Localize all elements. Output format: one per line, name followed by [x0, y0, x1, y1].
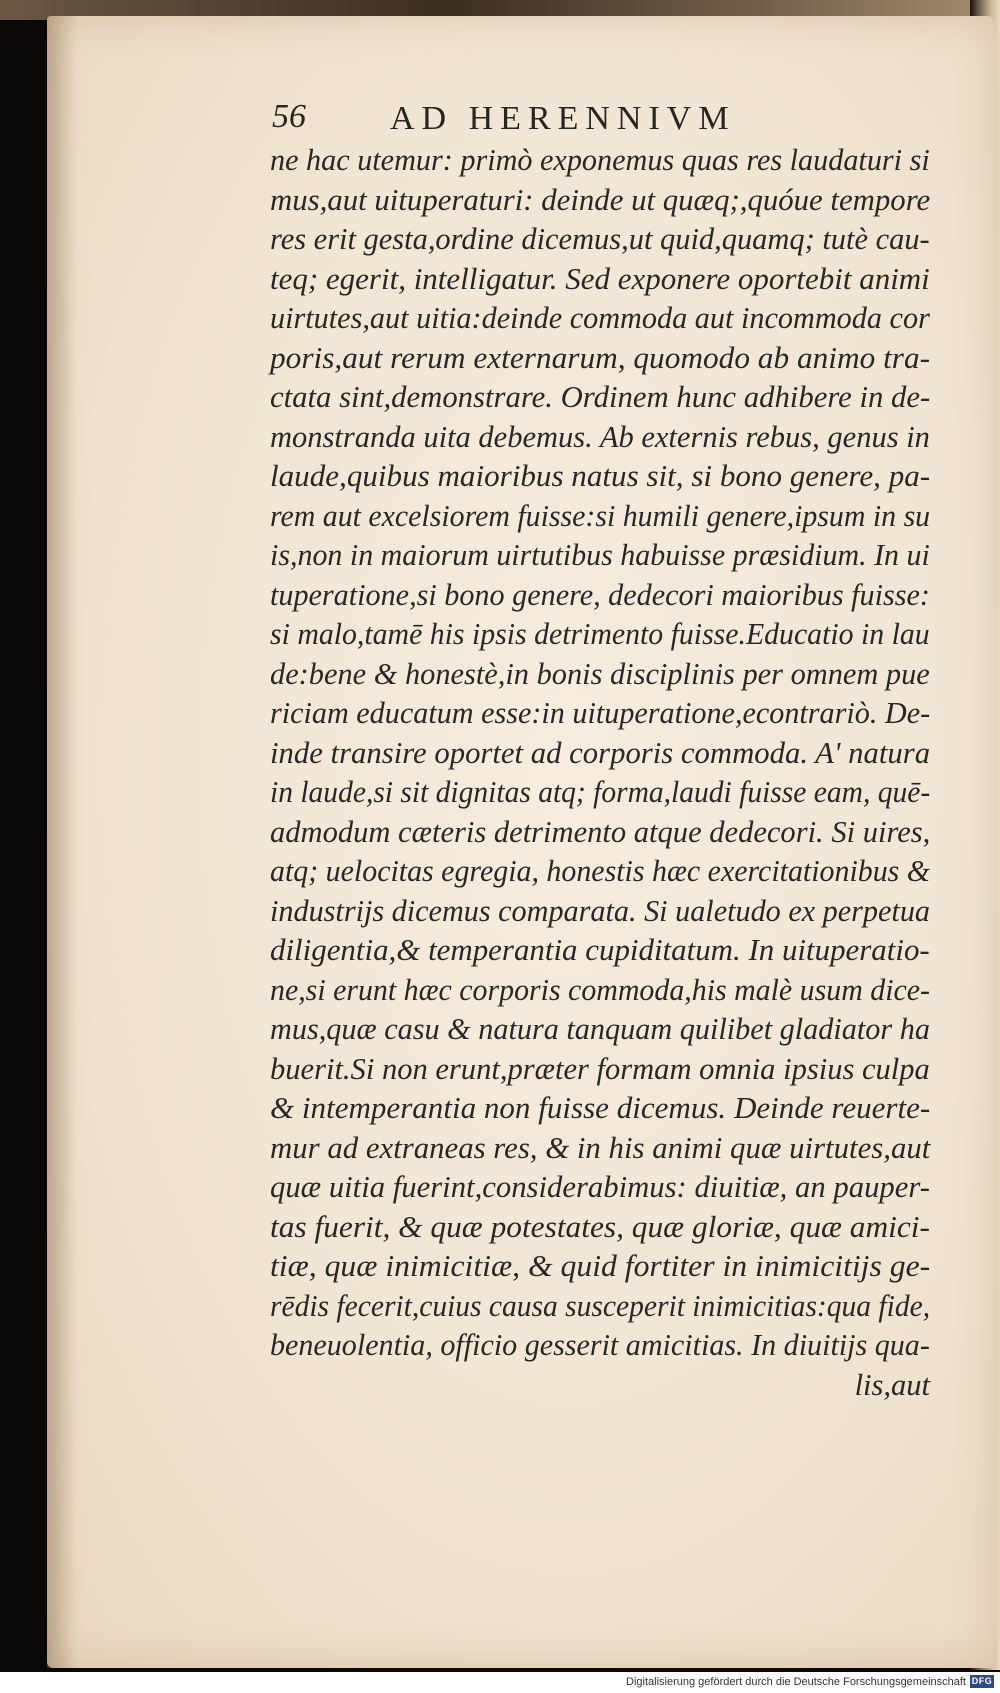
text-line: ne,si erunt hæc corporis commoda,his malè usum dice- — [270, 972, 930, 1007]
dfg-logo-icon: DFG — [971, 1676, 993, 1686]
text-line: de:bene & honestè,in bonis disciplinis per omnem pue — [270, 656, 930, 691]
text-line: mur ad extraneas res, & in his animi quæ uirtutes,aut — [270, 1130, 931, 1165]
text-line: uirtutes,aut uitia:deinde commoda aut incommoda cor — [270, 301, 930, 335]
text-line: tas fuerit, & quæ potestates, quæ gloriæ, quæ amici- — [270, 1209, 930, 1244]
text-line: inde transire oportet ad corporis commoda. A' natura — [270, 735, 931, 770]
running-title: AD HERENNIVM — [390, 100, 736, 137]
text-line: & intemperantia non fuisse dicemus. Deinde reuerte- — [270, 1091, 931, 1125]
page-header — [272, 92, 832, 142]
text-line: poris,aut rerum externarum, quomodo ab animo tra- — [270, 340, 931, 375]
funding-credit: Digitalisierung gefördert durch die Deutsche Forschungsgemeinschaft — [626, 1676, 966, 1688]
text-line: diligentia,& temperantia cupiditatum. In uituperatio- — [270, 933, 930, 967]
page-gutter-shadow — [47, 16, 77, 1668]
text-line: lis,aut — [854, 1367, 930, 1402]
text-line: tiæ, quæ inimicitiæ, & quid fortiter in inimicitijs ge- — [270, 1249, 931, 1283]
text-line: ctata sint,demonstrare. Ordinem hunc adhibere in de- — [270, 380, 931, 414]
text-line: buerit.Si non erunt,præter formam omnia ipsius culpa — [270, 1051, 930, 1086]
text-line: mus,quæ casu & natura tanquam quilibet gladiator ha — [270, 1012, 930, 1046]
text-line: riciam educatum esse:in uituperatione,econtrariò. De- — [270, 696, 931, 730]
text-line: tuperatione,si bono genere, dedecori maioribus fuisse: — [270, 577, 930, 612]
text-line: beneuolentia, officio gesserit amicitias. In diuitijs qua- — [270, 1328, 930, 1362]
text-line: laude,quibus maioribus natus sit, si bono genere, pa- — [270, 459, 931, 493]
text-line: admodum cæteris detrimento atque dedecori. Si uires, — [270, 814, 931, 849]
text-line: monstranda uita debemus. Ab externis rebus, genus in — [270, 419, 930, 454]
text-line: quæ uitia fuerint,considerabimus: diuitiæ, an pauper- — [270, 1170, 930, 1204]
text-line: teq; egerit, intelligatur. Sed exponere oportebit animi — [270, 261, 930, 296]
text-line: is,non in maiorum uirtutibus habuisse præsidium. In ui — [270, 538, 930, 572]
text-line: in laude,si sit dignitas atq; forma,laudi fuisse eam, quē- — [270, 775, 931, 809]
text-line: industrijs dicemus comparata. Si ualetudo ex perpetua — [270, 893, 931, 928]
footer-bar — [0, 1672, 1000, 1693]
text-line: res erit gesta,ordine dicemus,ut quid,quamq; tutè cau- — [270, 222, 930, 256]
text-line: atq; uelocitas egregia, honestis hæc exercitationibus & — [270, 854, 931, 888]
body-text — [270, 141, 942, 1411]
text-line: si malo,tamē his ipsis detrimento fuisse.Educatio in lau — [270, 617, 930, 651]
text-line: ne hac utemur: primò exponemus quas res laudaturi si — [270, 143, 930, 177]
text-line: rēdis fecerit,cuius causa susceperit inimicitias:qua fide, — [270, 1288, 931, 1323]
page-number: 56 — [272, 98, 306, 135]
text-line: mus,aut uituperaturi: deinde ut quæq;,quóue tempore — [270, 182, 931, 217]
text-line: rem aut excelsiorem fuisse:si humili genere,ipsum in su — [270, 498, 931, 533]
